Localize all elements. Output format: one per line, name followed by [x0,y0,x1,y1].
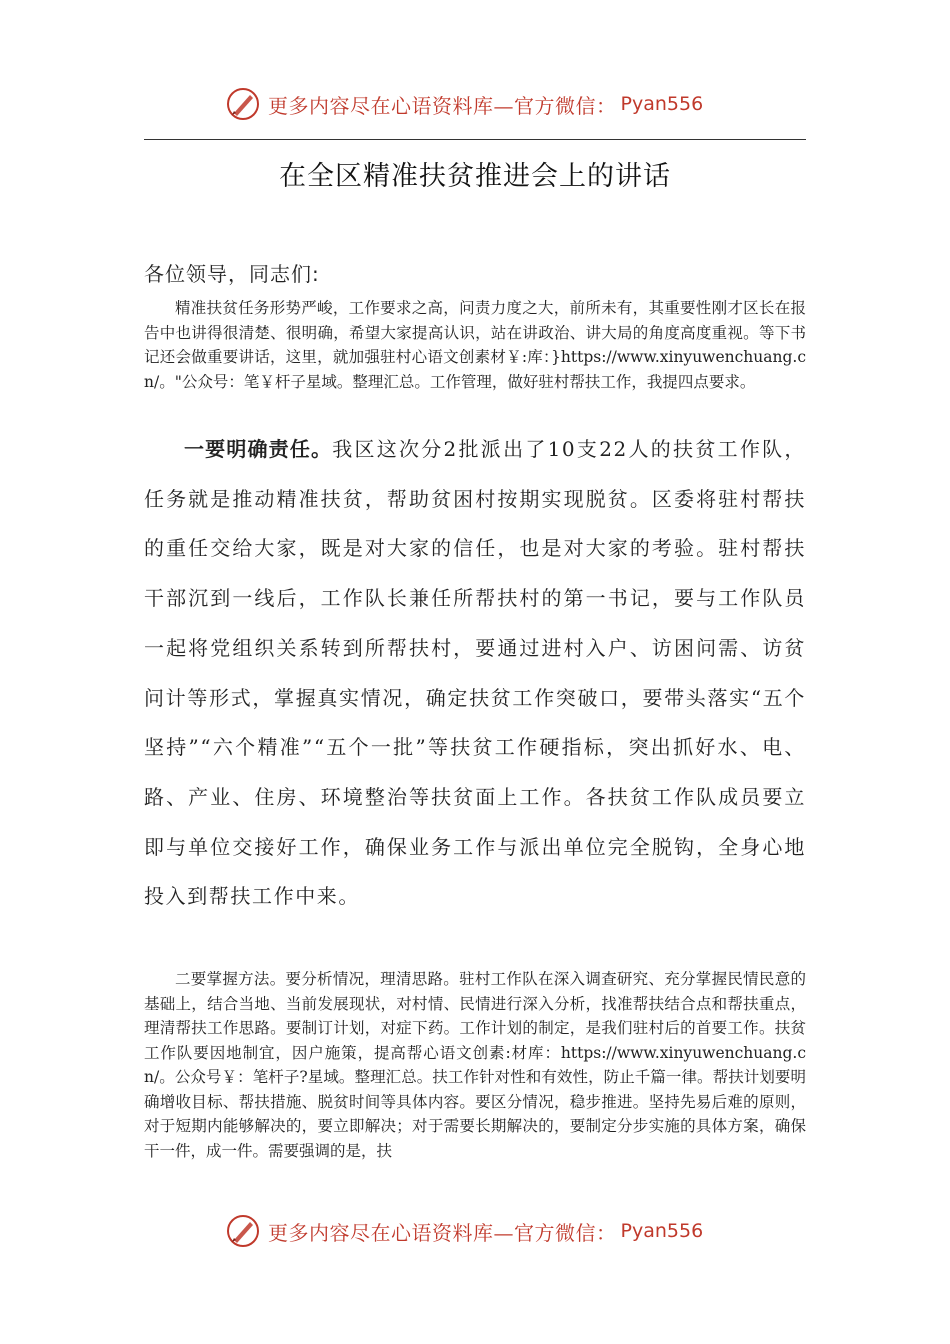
quill-pen-logo-icon [226,87,260,121]
paragraph-lead-heading: 一要明确责任。 [184,437,333,461]
salutation: 各位领导，同志们: [144,262,320,286]
paragraph-methods: 二要掌握方法。要分析情况，理清思路。驻村工作队在深入调查研究、充分掌握民情民意的基础上，结合当地、当前发展现状，对村情、民情进行深入分析，找准帮扶结合点和帮扶重点，理清帮扶工作思路。要制订计划，对症下药。工作计划的制定，是我们驻村后的首要工作。扶贫工作队要因地制宜，因户施策，提高帮心语文创素:材库：https://www.xinyuwenchuang.cn/。公众号￥：笔杆子?星域。整理汇总。扶工作针对性和有效性，防止千篇一律。帮扶计划要明确增收目标、帮扶措施、脱贫时间等具体内容。要区分情况，稳步推进。坚持先易后难的原则，对于短期内能够解决的，要立即解决；对于需要长期解决的，要制定分步实施的具体方案，确保干一件，成一件。需要强调的是，扶 [144,970,806,1160]
quill-pen-logo-icon [226,1214,260,1248]
banner-text: 更多内容尽在心语资料库—官方微信： [268,1220,617,1245]
banner-account: Pyan556 [620,1220,704,1242]
paragraph-responsibility [144,425,806,922]
footer-banner [226,1213,746,1249]
header-banner [226,86,746,122]
header-divider [144,139,806,140]
paragraph-intro: 精准扶贫任务形势严峻，工作要求之高，问责力度之大，前所未有，其重要性刚才区长在报告中也讲得很清楚、很明确，希望大家提高认识，站在讲政治、讲大局的角度高度重视。等下书记还会做重要讲话，这里，就加强驻村心语文创素材￥:库：}https://www.xinyuwenchuang.cn/。"公众号：笔￥杆子星域。整理汇总。工作管理，做好驻村帮扶工作，我提四点要求。 [144,299,806,391]
paragraph-body: 我区这次分2批派出了10支22人的扶贫工作队，任务就是推动精准扶贫，帮助贫困村按期实现脱贫。区委将驻村帮扶的重任交给大家，既是对大家的信任，也是对大家的考验。驻村帮扶干部沉到一线后，工作队长兼任所帮扶村的第一书记，要与工作队员一起将党组织关系转到所帮扶村，要通过进村入户、访困问需、访贫问计等形式，掌握真实情况，确定扶贫工作突破口，要带头落实“五个坚持”“六个精准”“五个一批”等扶贫工作硬指标，突出抓好水、电、路、产业、住房、环境整治等扶贫面上工作。各扶贫工作队成员要立即与单位交接好工作，确保业务工作与派出单位完全脱钩，全身心地投入到帮扶工作中来。 [144,437,806,909]
banner-text: 更多内容尽在心语资料库—官方微信： [268,93,617,118]
document-title: 在全区精准扶贫推进会上的讲话 [279,161,671,192]
banner-account: Pyan556 [620,93,704,115]
